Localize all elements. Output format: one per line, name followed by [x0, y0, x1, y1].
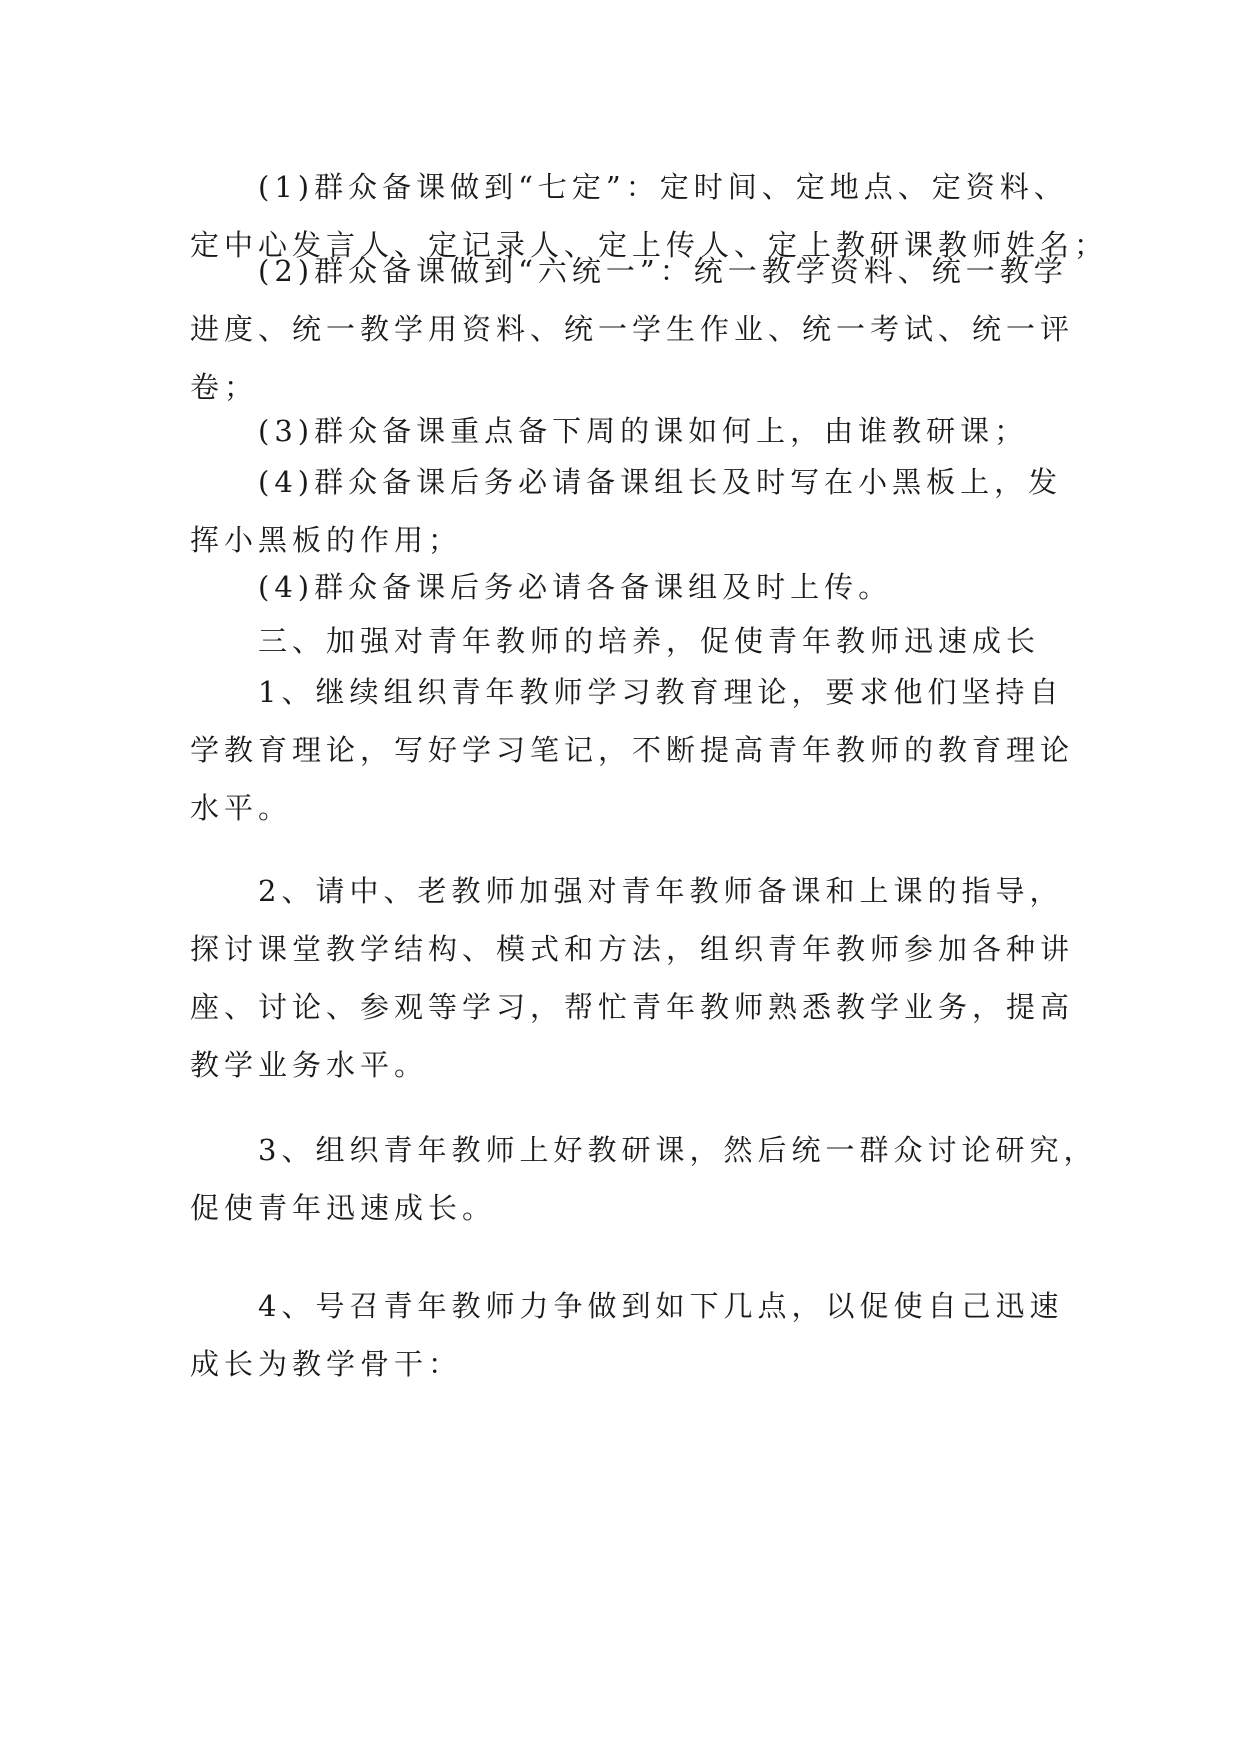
paragraph-upload [190, 558, 1070, 616]
text-line: 水平。 [190, 791, 293, 825]
text-line: (2)群众备课做到“六统一”：统一教学资料、统一教学 [258, 254, 1068, 288]
text-line: 卷； [190, 370, 259, 404]
text-line: (1)群众备课做到“七定”：定时间、定地点、定资料、 [258, 170, 1068, 204]
text-line: 教学业务水平。 [190, 1048, 429, 1082]
paragraph-blackboard [190, 453, 1070, 569]
text-line: 4、号召青年教师力争做到如下几点，以促使自己迅速 [258, 1289, 1064, 1323]
paragraph-six-unifications [190, 242, 1075, 416]
text-line: 促使青年迅速成长。 [190, 1191, 497, 1225]
section-heading-three [190, 612, 1070, 670]
paragraph-focus-next-week [190, 402, 1070, 460]
section-heading: 三、加强对青年教师的培养，促使青年教师迅速成长 [258, 624, 1041, 658]
paragraph-item-4 [190, 1277, 1070, 1393]
text-line: (3)群众备课重点备下周的课如何上，由谁教研课； [258, 414, 1029, 448]
text-line: (4)群众备课后务必请备课组长及时写在小黑板上，发 [258, 465, 1063, 499]
text-line: 1、继续组织青年教师学习教育理论，要求他们坚持自 [258, 675, 1064, 709]
text-line: 学教育理论，写好学习笔记，不断提高青年教师的教育理论 [190, 733, 1075, 767]
text-line: 成长为教学骨干： [190, 1347, 463, 1381]
text-line: (4)群众备课后务必请各备课组及时上传。 [258, 570, 893, 604]
text-line: 挥小黑板的作用； [190, 523, 463, 557]
text-line: 进度、统一教学用资料、统一学生作业、统一考试、统一评 [190, 312, 1075, 346]
text-line: 3、组织青年教师上好教研课，然后统一群众讨论研究， [258, 1133, 1098, 1167]
paragraph-item-2 [190, 862, 1075, 1094]
text-line: 探讨课堂教学结构、模式和方法，组织青年教师参加各种讲 [190, 932, 1075, 966]
paragraph-item-1 [190, 663, 1075, 837]
paragraph-item-3 [190, 1121, 1098, 1237]
text-line: 座、讨论、参观等学习，帮忙青年教师熟悉教学业务，提高 [190, 990, 1075, 1024]
text-line: 2、请中、老教师加强对青年教师备课和上课的指导， [258, 874, 1064, 908]
text-line: 定中心发言人、定记录人、定上传人、定上教研课教师姓名； [190, 228, 1109, 262]
